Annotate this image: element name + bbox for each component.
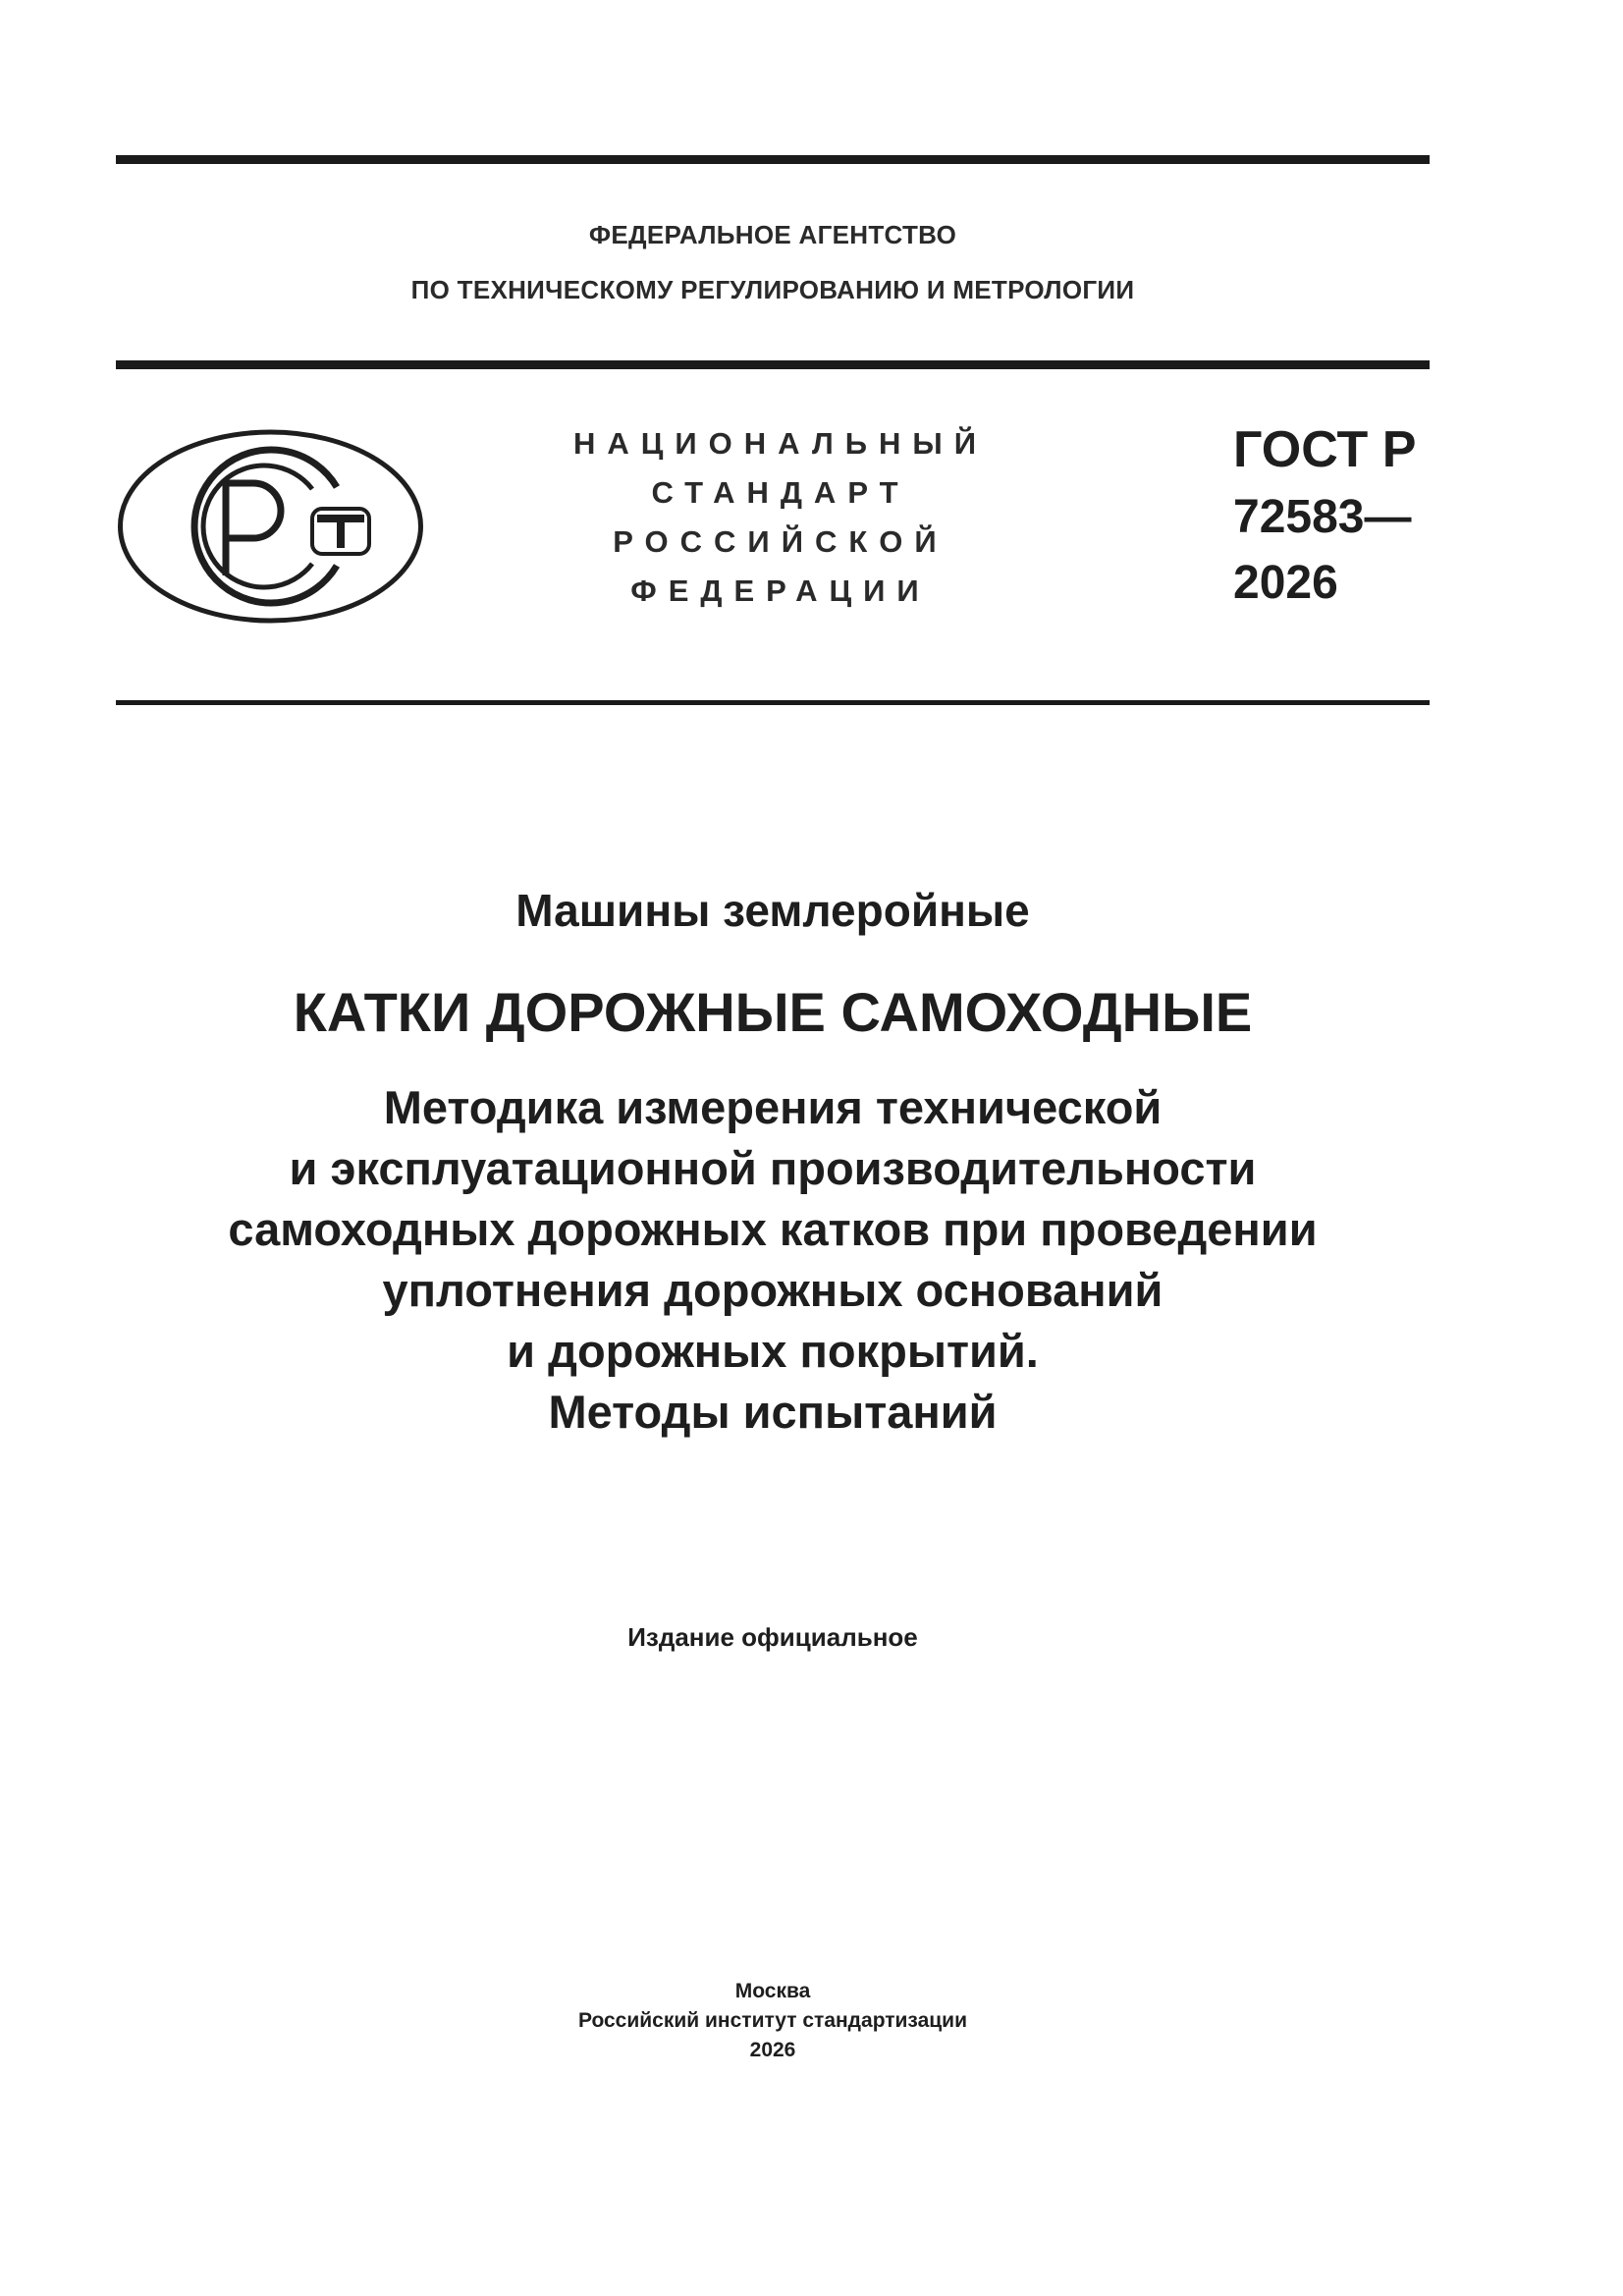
- top-rule: [116, 155, 1430, 164]
- rst-logo-icon: [116, 428, 425, 625]
- agency-line-2: ПО ТЕХНИЧЕСКОМУ РЕГУЛИРОВАНИЮ И МЕТРОЛОГИИ: [410, 275, 1135, 304]
- standard-designation-year: 2026: [1233, 557, 1338, 609]
- subtitle-line: уплотнения дорожных оснований: [382, 1264, 1163, 1316]
- imprint-year: 2026: [749, 2039, 796, 2061]
- standard-designation-number: 72583—: [1233, 491, 1412, 543]
- subtitle-line: Методы испытаний: [548, 1386, 998, 1438]
- subtitle-line: и эксплуатационной производительности: [289, 1142, 1257, 1194]
- national-standard-line-4: ФЕДЕРАЦИИ: [630, 574, 931, 608]
- group-title: Машины землеройные: [515, 885, 1030, 936]
- agency-line-1: ФЕДЕРАЛЬНОЕ АГЕНТСТВО: [588, 220, 957, 249]
- subtitle-line: Методика измерения технической: [383, 1081, 1163, 1133]
- imprint-city: Москва: [734, 1980, 811, 2002]
- imprint-publisher: Российский институт стандартизации: [577, 2009, 968, 2032]
- national-standard-line-2: СТАНДАРТ: [651, 475, 910, 510]
- national-standard-line-1: НАЦИОНАЛЬНЫЙ: [572, 426, 989, 461]
- subtitle-line: самоходных дорожных катков при проведении: [228, 1203, 1318, 1255]
- subtitle-line: и дорожных покрытий.: [507, 1325, 1039, 1377]
- national-standard-line-3: РОССИЙСКОЙ: [613, 524, 948, 559]
- main-title: КАТКИ ДОРОЖНЫЕ САМОХОДНЫЕ: [293, 981, 1253, 1043]
- header-rule: [116, 360, 1430, 369]
- header-bottom-rule: [116, 700, 1430, 705]
- edition-label: Издание официальное: [627, 1622, 918, 1652]
- standard-designation-prefix: ГОСТ Р: [1233, 421, 1417, 478]
